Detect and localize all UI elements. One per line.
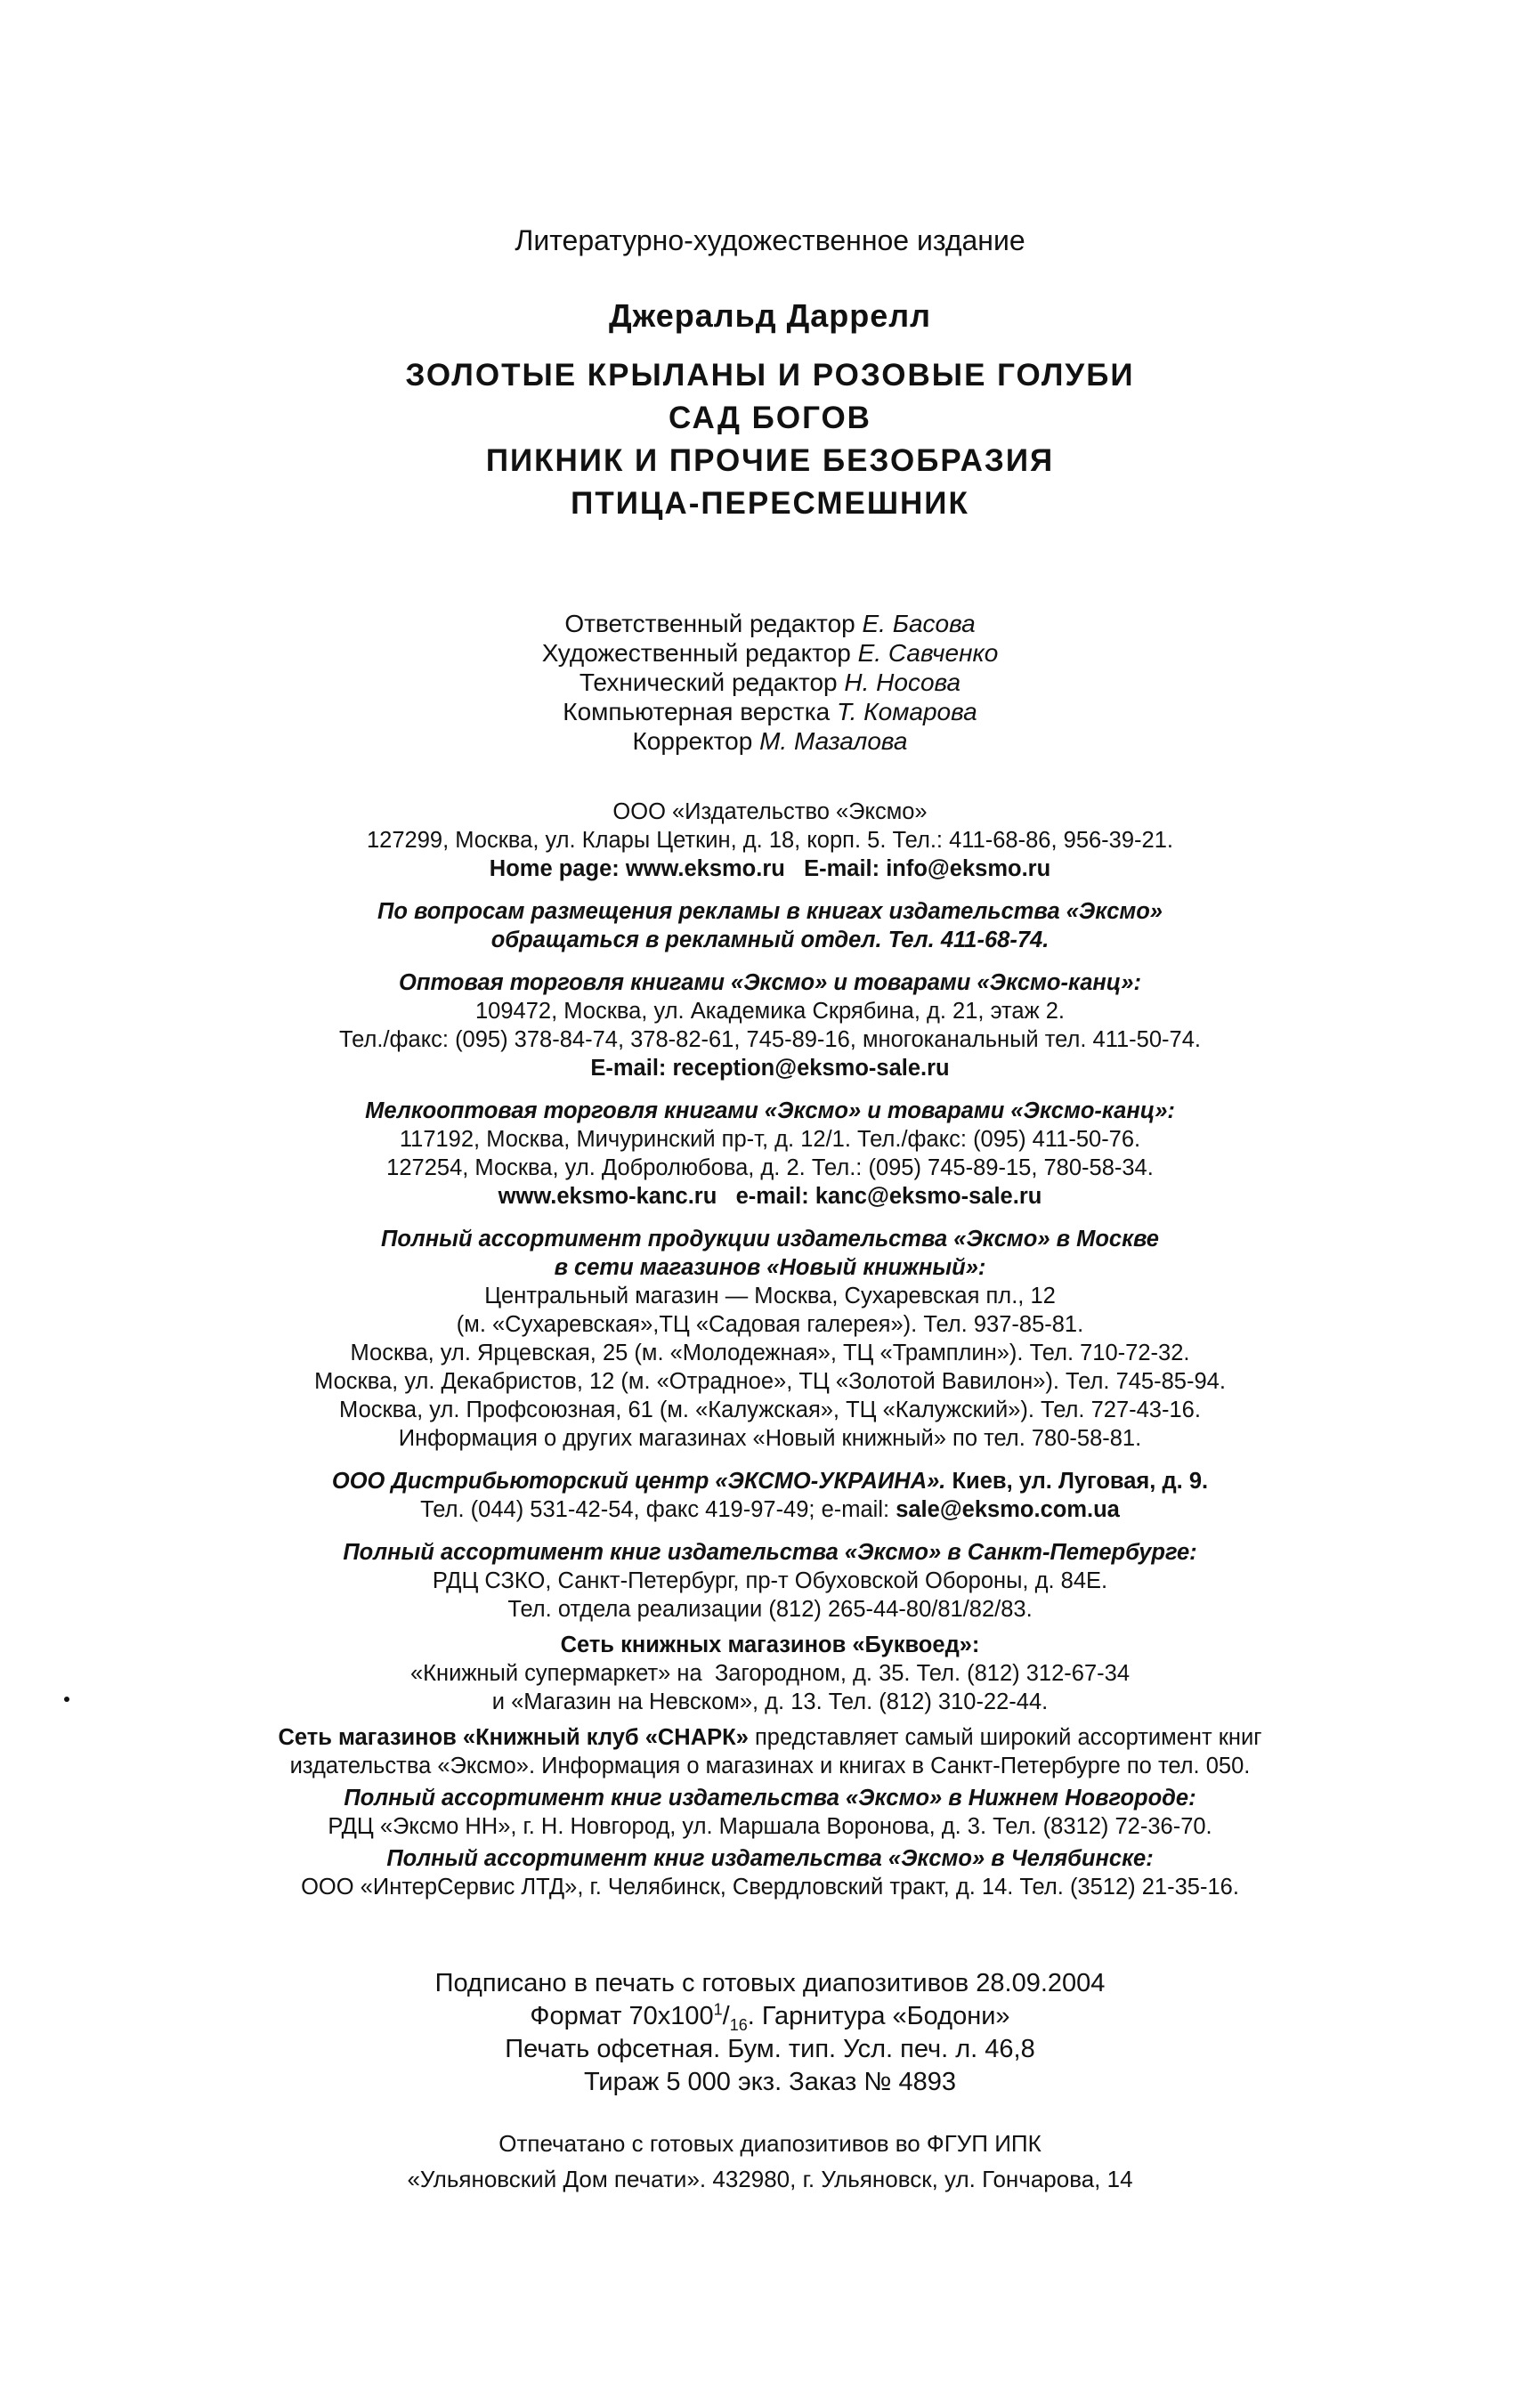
snark-line: издательства «Эксмо». Информация о магазинах и книгах в Санкт-Петербурге по тел. 050.: [289, 1754, 1251, 1778]
editor-name: Н. Носова: [844, 668, 961, 696]
genre-label: Литературно-художественное издание: [515, 224, 1025, 256]
ukraine-phone: Тел. (044) 531-42-54, факс 419-97-49; e-mail:: [420, 1497, 896, 1522]
editor-name: Е. Басова: [862, 610, 976, 637]
spb-line: РДЦ СЗКО, Санкт-Петербург, пр-т Обуховской Обороны, д. 84Е.: [432, 1568, 1108, 1593]
wholesale-email: E-mail: reception@eksmo-sale.ru: [590, 1056, 950, 1081]
editors-list: [178, 609, 1362, 756]
circulation-line: Тираж 5 000 экз. Заказ № 4893: [583, 2068, 956, 2096]
store-line: Москва, ул. Декабристов, 12 (м. «Отрадное», ТЦ «Золотой Вавилон»). Тел. 745-85-94.: [314, 1369, 1226, 1394]
scan-speck: [64, 1697, 69, 1702]
book-titles: [178, 354, 1362, 525]
store-line: (м. «Сухаревская»,ТЦ «Садовая галерея»). Тел. 937-85-81.: [456, 1312, 1084, 1337]
editor-role: Технический редактор: [579, 668, 838, 696]
small-wholesale-line: 117192, Москва, Мичуринский пр-т, д. 12/1. Тел./факс: (095) 411-50-76.: [399, 1127, 1141, 1152]
small-wholesale-web: www.eksmo-kanc.ru e-mail: kanc@eksmo-sale.ru: [498, 1184, 1042, 1209]
snark-line: [178, 1723, 1362, 1752]
publisher-info: [178, 798, 1362, 1916]
book-title: САД БОГОВ: [669, 401, 871, 435]
editor-line: [178, 609, 1362, 638]
wholesale-block: [178, 968, 1362, 1082]
ukraine-contacts: [178, 1495, 1362, 1524]
editor-line: [178, 668, 1362, 697]
spb-heading: Полный ассортимент книг издательства «Эксмо» в Санкт-Петербурге:: [343, 1540, 1197, 1565]
printer-line: «Ульяновский Дом печати». 432980, г. Ульяновск, ул. Гончарова, 14: [407, 2166, 1133, 2192]
signed-line: Подписано в печать с готовых диапозитивов 28.09.2004: [434, 1969, 1106, 1997]
editor-line: [178, 697, 1362, 726]
store-line: Москва, ул. Профсоюзная, 61 (м. «Калужская», ТЦ «Калужский»). Тел. 727-43-16.: [339, 1397, 1201, 1422]
format-line: Формат $70x100^1/_{16}$. Гарнитура «Бодони»: [530, 2000, 1010, 2034]
print-details: [178, 1967, 1362, 2099]
nn-block: [178, 1784, 1362, 1841]
small-wholesale-heading: Мелкооптовая торговля книгами «Эксмо» и товарами «Эксмо-канц»:: [365, 1098, 1175, 1123]
publisher-web: Home page: www.eksmo.ru E-mail: info@eksmo.ru: [489, 856, 1051, 881]
bukvoed-line: «Книжный супермаркет» на Загородном, д. 35. Тел. (812) 312-67-34: [409, 1661, 1131, 1686]
author-name: Джеральд Даррелл: [609, 297, 931, 334]
editor-name: Е. Савченко: [857, 639, 999, 667]
editor-line: [178, 638, 1362, 668]
bukvoed-heading: Сеть книжных магазинов «Буквоед»:: [560, 1632, 980, 1657]
store-line: Информация о других магазинах «Новый книжный» по тел. 780-58-81.: [398, 1426, 1142, 1451]
store-line: Москва, ул. Ярцевская, 25 (м. «Молодежная», ТЦ «Трамплин»). Тел. 710-72-32.: [350, 1341, 1190, 1365]
bukvoed-line: и «Магазин на Невском», д. 13. Тел. (812) 310-22-44.: [491, 1689, 1049, 1714]
ukraine-heading: [178, 1467, 1362, 1495]
advert-line: обращаться в рекламный отдел. Тел. 411-68-74.: [490, 928, 1050, 952]
format-denominator: 16: [729, 2015, 748, 2034]
nn-heading: Полный ассортимент книг издательства «Эксмо» в Нижнем Новгороде:: [344, 1786, 1196, 1811]
chel-heading: Полный ассортимент книг издательства «Эксмо» в Челябинске:: [386, 1846, 1154, 1871]
printer-info: [178, 2126, 1362, 2197]
publisher-address: 127299, Москва, ул. Клары Цеткин, д. 18, корп. 5. Тел.: 411-68-86, 956-39-21.: [367, 828, 1173, 853]
ukraine-email: sale@eksmo.com.ua: [896, 1497, 1120, 1522]
store-line: Центральный магазин — Москва, Сухаревская пл., 12: [484, 1284, 1056, 1308]
editor-role: Корректор: [632, 727, 753, 755]
editor-name: М. Мазалова: [759, 727, 908, 755]
spb-block: [178, 1538, 1362, 1624]
wholesale-line: 109472, Москва, ул. Академика Скрябина, д. 21, этаж 2.: [474, 999, 1066, 1024]
publisher-name: ООО «Издательство «Эксмо»: [612, 799, 928, 824]
chel-line: ООО «ИнтерСервис ЛТД», г. Челябинск, Свердловский тракт, д. 14. Тел. (3512) 21-35-16.: [301, 1875, 1239, 1900]
advert-line: По вопросам размещения рекламы в книгах издательства «Эксмо»: [377, 899, 1163, 924]
novy-knizhny-heading: Полный ассортимент продукции издательства «Эксмо» в Москве: [381, 1227, 1159, 1252]
novy-knizhny-heading: в сети магазинов «Новый книжный»:: [554, 1255, 986, 1280]
editor-line: [178, 726, 1362, 756]
book-title: ПТИЦА-ПЕРЕСМЕШНИК: [571, 486, 969, 521]
spb-line: Тел. отдела реализации (812) 265-44-80/81/82/83.: [507, 1597, 1033, 1622]
chel-block: [178, 1844, 1362, 1901]
snark-block: [178, 1723, 1362, 1780]
small-wholesale-block: [178, 1097, 1362, 1211]
editor-role: Ответственный редактор: [564, 610, 855, 637]
small-wholesale-line: 127254, Москва, ул. Добролюбова, д. 2. Тел.: (095) 745-89-15, 780-58-34.: [386, 1155, 1154, 1180]
editor-name: Т. Комарова: [836, 698, 977, 725]
format-numerator: 1: [713, 2000, 723, 2019]
editor-role: Художественный редактор: [541, 639, 851, 667]
advert-block: [178, 897, 1362, 954]
snark-text: представляет самый широкий ассортимент книг: [748, 1725, 1262, 1750]
format-font: . Гарнитура «Бодони»: [747, 2002, 1010, 2030]
printer-line: Отпечатано с готовых диапозитивов во ФГУП ИПК: [498, 2130, 1042, 2157]
novy-knizhny-block: [178, 1225, 1362, 1453]
ukraine-heading-name: ООО Дистрибьюторский центр «ЭКСМО-УКРАИНА».: [331, 1469, 946, 1494]
book-title: ЗОЛОТЫЕ КРЫЛАНЫ И РОЗОВЫЕ ГОЛУБИ: [405, 358, 1135, 393]
editor-role: Компьютерная верстка: [563, 698, 831, 725]
wholesale-line: Тел./факс: (095) 378-84-74, 378-82-61, 745-89-16, многоканальный тел. 411-50-74.: [339, 1027, 1201, 1052]
paper-line: Печать офсетная. Бум. тип. Усл. печ. л. 46,8: [505, 2035, 1035, 2063]
ukraine-block: [178, 1467, 1362, 1524]
snark-heading: Сеть магазинов «Книжный клуб «СНАРК»: [278, 1725, 749, 1750]
book-title: ПИКНИК И ПРОЧИЕ БЕЗОБРАЗИЯ: [485, 443, 1055, 478]
nn-line: РДЦ «Эксмо НН», г. Н. Новгород, ул. Маршала Воронова, д. 3. Тел. (8312) 72-36-70.: [328, 1814, 1212, 1839]
publisher-block: [178, 798, 1362, 883]
ukraine-heading-address: Киев, ул. Луговая, д. 9.: [945, 1469, 1209, 1494]
format-text: Формат 70x100: [530, 2002, 714, 2030]
bukvoed-block: [178, 1631, 1362, 1716]
wholesale-heading: Оптовая торговля книгами «Эксмо» и товарами «Эксмо-канц»:: [399, 970, 1141, 995]
